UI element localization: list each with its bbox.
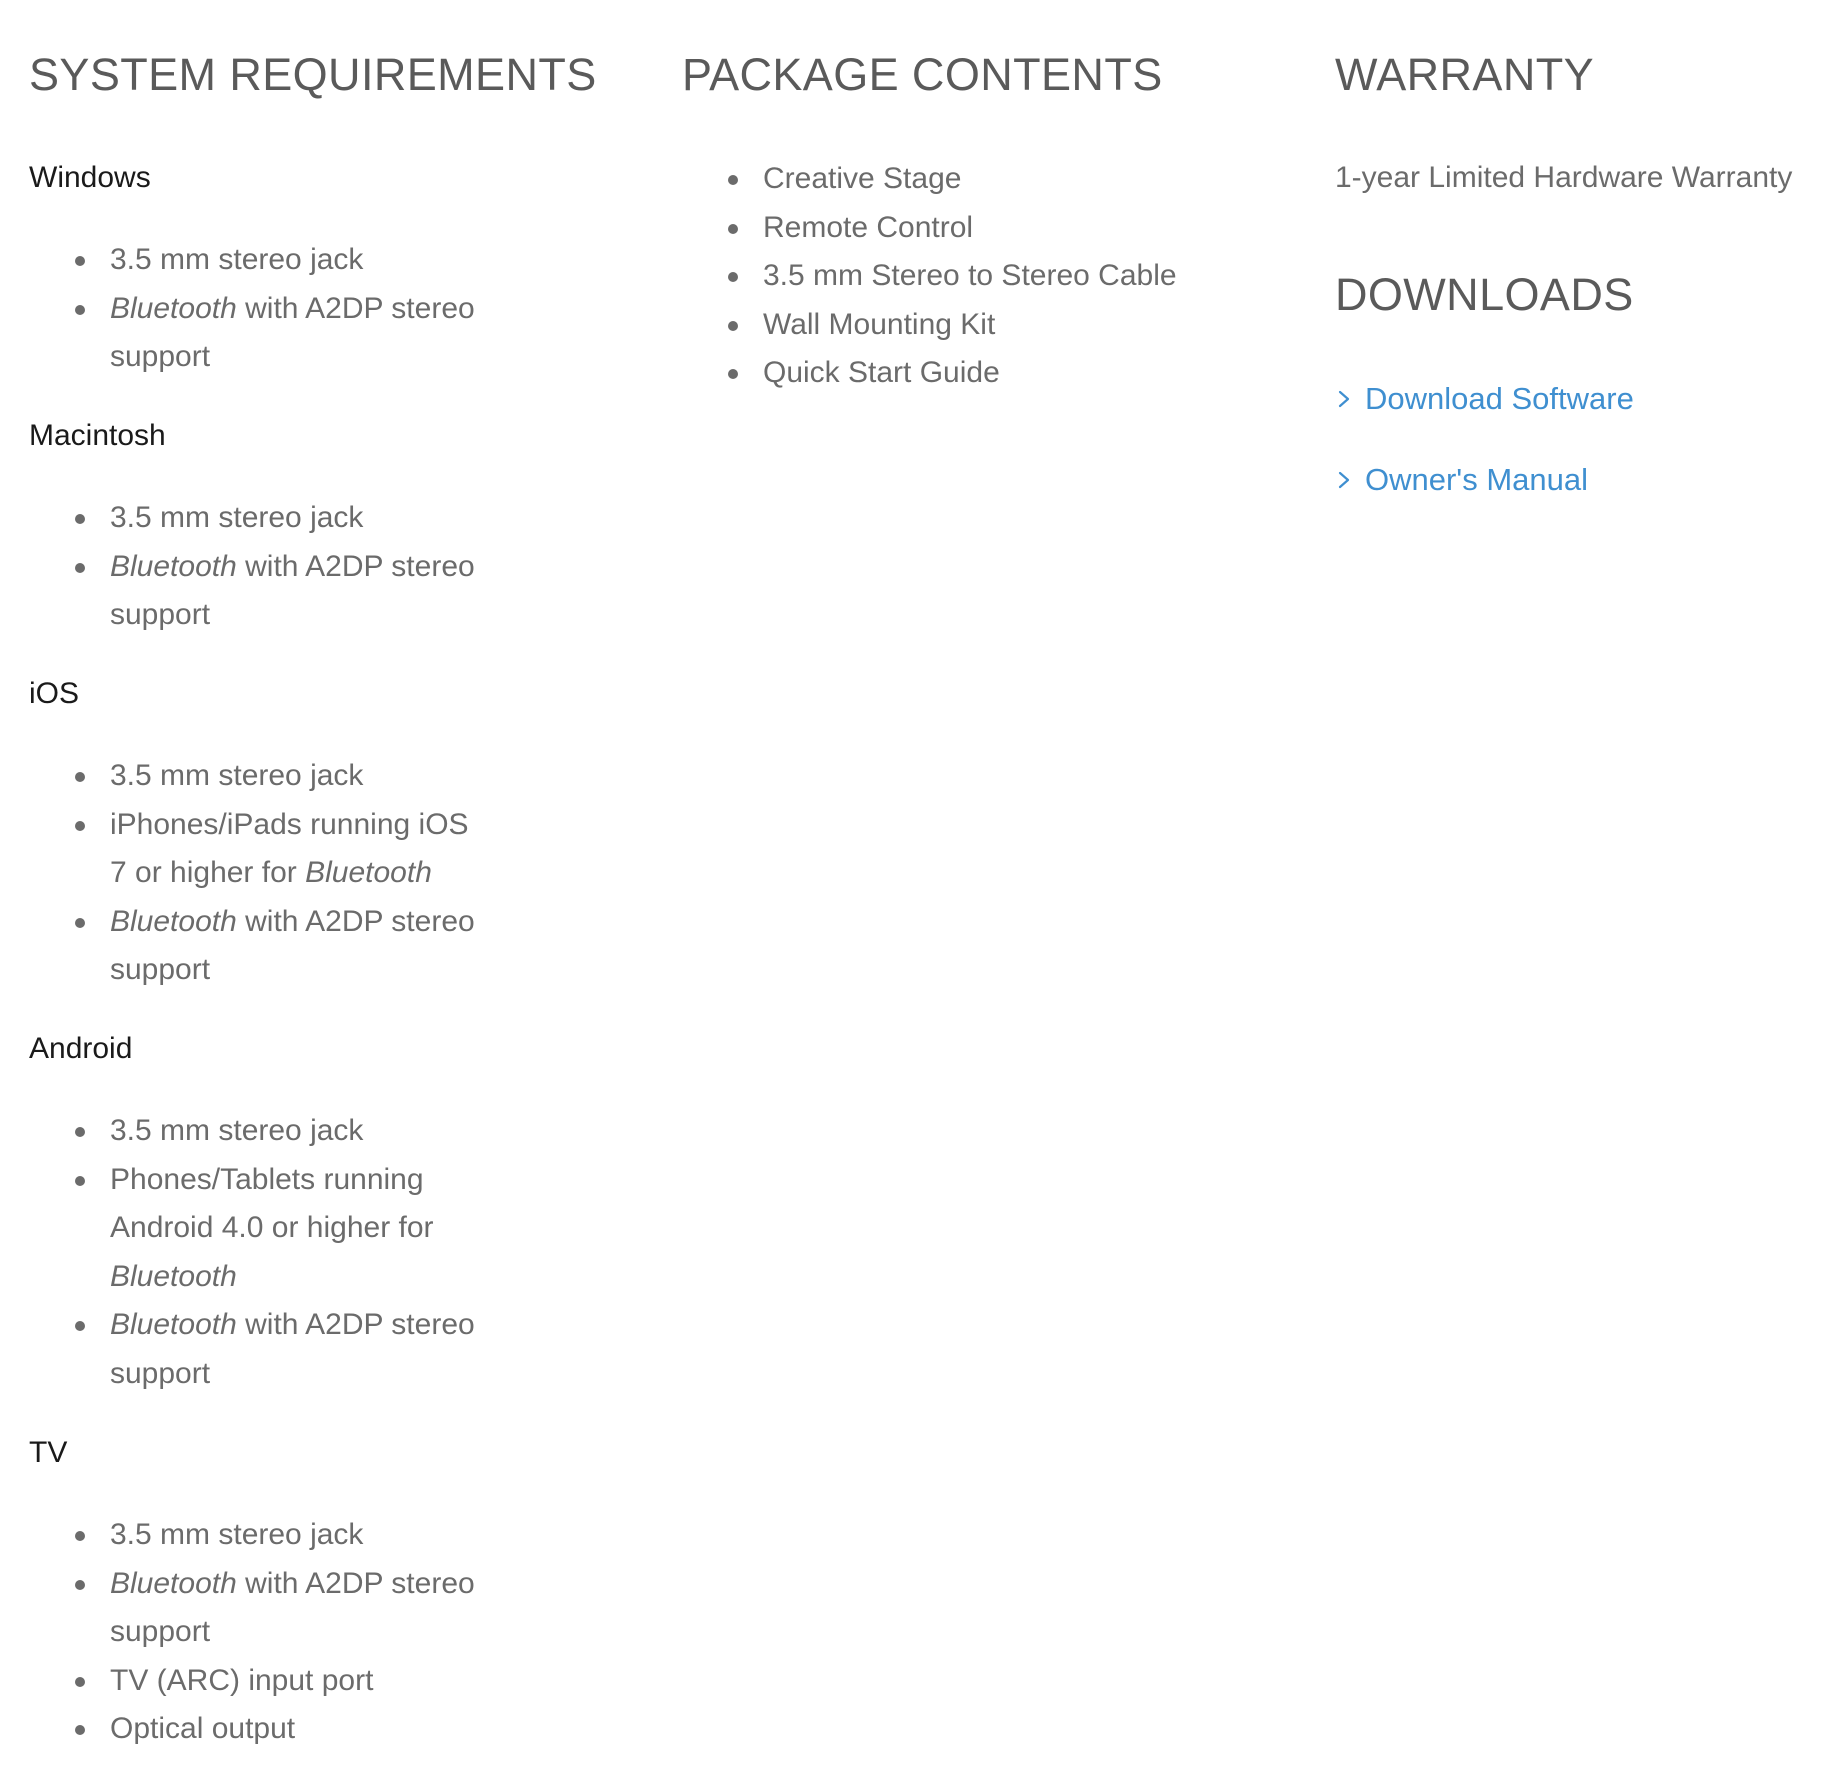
list-item: Remote Control	[682, 204, 1177, 253]
list-item: iPhones/iPads running iOS 7 or higher for Bluetooth	[29, 801, 475, 898]
list-item: 3.5 mm stereo jack	[29, 1107, 475, 1156]
bullet-dot	[728, 224, 738, 234]
list-item: 3.5 mm Stereo to Stereo Cable	[682, 252, 1177, 301]
bullet-dot	[75, 1531, 85, 1541]
list-item: Creative Stage	[682, 155, 1177, 204]
list-item: 3.5 mm stereo jack	[29, 1511, 475, 1560]
os-title-tv: TV	[29, 1436, 68, 1469]
download-software-link[interactable]	[1335, 380, 1634, 418]
bullet-dot	[75, 305, 85, 315]
bullet-dot	[75, 256, 85, 266]
os-title-android: Android	[29, 1032, 133, 1065]
list-item: 3.5 mm stereo jack	[29, 236, 475, 285]
bullet-dot	[75, 1677, 85, 1687]
os-title-macintosh: Macintosh	[29, 419, 166, 452]
list-item: 3.5 mm stereo jack	[29, 752, 475, 801]
list-item: TV (ARC) input port	[29, 1657, 475, 1706]
system-requirements-title: SYSTEM REQUIREMENTS	[29, 49, 597, 100]
bullet-dot	[75, 1321, 85, 1331]
warranty-title: WARRANTY	[1335, 49, 1595, 100]
bullet-dot	[728, 175, 738, 185]
bullet-dot	[75, 772, 85, 782]
os-title-windows: Windows	[29, 161, 151, 194]
tv-requirements-list	[29, 1511, 475, 1754]
list-item: Bluetooth with A2DP stereo support	[29, 898, 475, 995]
list-item: Bluetooth with A2DP stereo support	[29, 285, 475, 382]
bullet-dot	[728, 321, 738, 331]
os-title-ios: iOS	[29, 677, 80, 710]
macintosh-requirements-list	[29, 494, 475, 640]
warranty-text: 1-year Limited Hardware Warranty	[1335, 161, 1793, 194]
list-item: Phones/Tablets running Android 4.0 or higher for Bluetooth	[29, 1156, 475, 1302]
list-item: Bluetooth with A2DP stereo support	[29, 1560, 475, 1657]
ios-requirements-list	[29, 752, 475, 995]
list-item: Quick Start Guide	[682, 349, 1177, 398]
package-contents-list	[682, 155, 1177, 398]
package-contents-title: PACKAGE CONTENTS	[682, 49, 1163, 100]
bullet-dot	[75, 1176, 85, 1186]
bullet-dot	[728, 369, 738, 379]
download-software-label: Download Software	[1365, 381, 1634, 416]
bullet-dot	[75, 1725, 85, 1735]
list-item: Bluetooth with A2DP stereo support	[29, 543, 475, 640]
android-requirements-list	[29, 1107, 475, 1398]
downloads-title: DOWNLOADS	[1335, 269, 1634, 320]
windows-requirements-list	[29, 236, 475, 382]
bullet-dot	[75, 563, 85, 573]
bullet-dot	[75, 821, 85, 831]
chevron-right-icon	[1335, 469, 1353, 491]
bullet-dot	[728, 272, 738, 282]
bullet-dot	[75, 1580, 85, 1590]
list-item: Optical output	[29, 1705, 475, 1754]
list-item: Wall Mounting Kit	[682, 301, 1177, 350]
list-item: Bluetooth with A2DP stereo support	[29, 1301, 475, 1398]
bullet-dot	[75, 918, 85, 928]
bullet-dot	[75, 1127, 85, 1137]
chevron-right-icon	[1335, 388, 1353, 410]
owners-manual-label: Owner's Manual	[1365, 462, 1589, 497]
bullet-dot	[75, 514, 85, 524]
owners-manual-link[interactable]	[1335, 461, 1588, 499]
list-item: 3.5 mm stereo jack	[29, 494, 475, 543]
